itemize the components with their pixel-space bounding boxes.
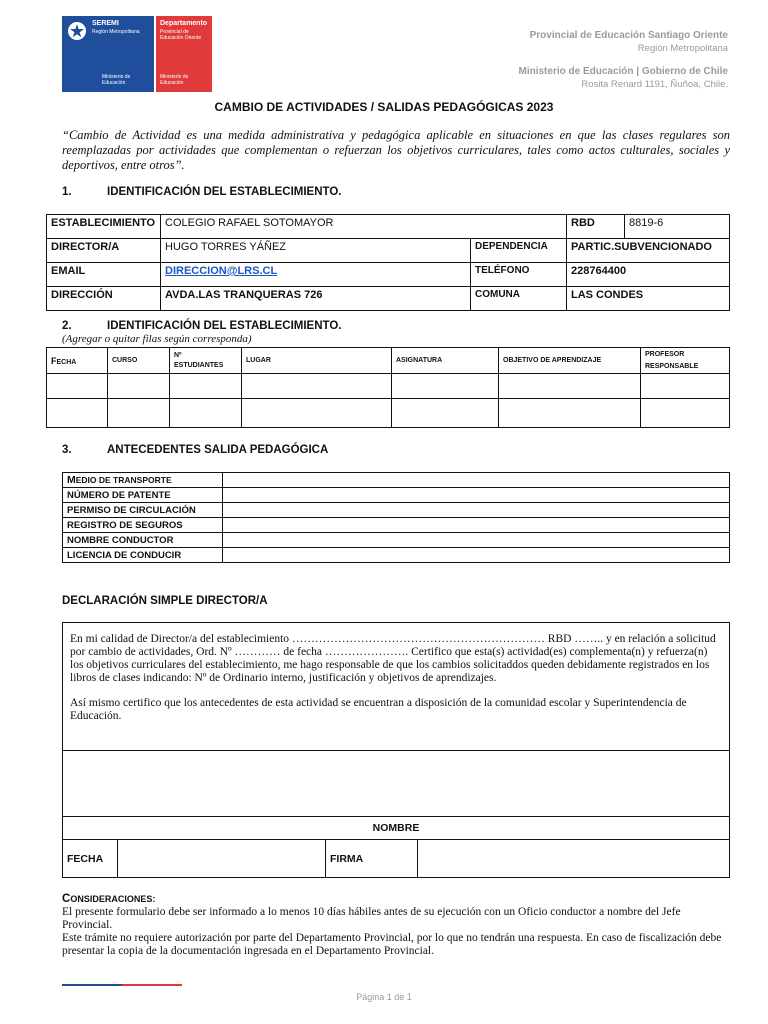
- firma-field[interactable]: [418, 840, 730, 878]
- header-line4: Rosita Renard 1191, Ñuñoa, Chile.: [581, 79, 728, 90]
- transport-table: [62, 472, 730, 563]
- establecimiento-value: COLEGIO RAFAEL SOTOMAYOR: [161, 215, 567, 239]
- table-row: [47, 399, 730, 428]
- cell-estudiantes-1[interactable]: [170, 374, 242, 399]
- table-row: [63, 503, 730, 518]
- cell-profesor-2[interactable]: [641, 399, 730, 428]
- licencia-label: LICENCIA DE CONDUCIR: [63, 548, 223, 563]
- depto-logo: [156, 16, 212, 92]
- comuna-label: COMUNA: [471, 287, 567, 311]
- fecha-label: FECHA: [63, 840, 118, 878]
- seremi-logo: [62, 16, 154, 92]
- cell-profesor-1[interactable]: [641, 374, 730, 399]
- cell-curso-1[interactable]: [108, 374, 170, 399]
- depto-ministry: Ministerio de Educación: [160, 74, 189, 86]
- col-estudiantes: Nº ESTUDIANTES: [170, 348, 242, 374]
- consideraciones-title: CONSIDERACIONES:: [62, 893, 156, 905]
- cell-estudiantes-2[interactable]: [170, 399, 242, 428]
- cell-curso-2[interactable]: [108, 399, 170, 428]
- section3-number: 3.: [62, 444, 72, 456]
- cell-asignatura-2[interactable]: [392, 399, 499, 428]
- col-objetivo: OBJETIVO DE APRENDIZAJE: [499, 348, 641, 374]
- section1-title: IDENTIFICACIÓN DEL ESTABLECIMIENTO.: [107, 186, 342, 198]
- activities-table: [46, 347, 730, 428]
- telefono-label: TELÉFONO: [471, 263, 567, 287]
- col-fecha: FECHA: [47, 348, 108, 374]
- cell-lugar-1[interactable]: [242, 374, 392, 399]
- footer-bar-blue: [62, 984, 122, 986]
- seguros-value[interactable]: [223, 518, 730, 533]
- dependencia-label: DEPENDENCIA: [471, 239, 567, 263]
- cell-lugar-2[interactable]: [242, 399, 392, 428]
- declaracion-table: [62, 622, 730, 878]
- seremi-ministry: Ministerio de Educación: [102, 74, 131, 86]
- transporte-value[interactable]: [223, 473, 730, 488]
- consideraciones-paragraph-2: Este trámite no requiere autorización por parte del Departamento Provincial, por lo que no tendrán una respuesta. En caso de fiscalización debe presentar la copia de la documentación ingresada en el Departamento Provincial.: [62, 932, 722, 957]
- intro-quote: “Cambio de Actividad es una medida administrativa y pedagógica aplicable en situaciones en que las clases regulares son reemplazadas por actividades que complementan o refuerzan los objetivos curriculares, tales como actos culturales, sociales y deportivos, entre otros”.: [62, 128, 730, 172]
- email-label: EMAIL: [47, 263, 161, 287]
- depto-subtitle: Provincial de Educación Oriente: [160, 29, 202, 41]
- section2-title: IDENTIFICACIÓN DEL ESTABLECIMIENTO.: [107, 320, 342, 332]
- header-line2: Región Metropolitana: [637, 43, 728, 54]
- firma-label: FIRMA: [326, 840, 418, 878]
- director-value: HUGO TORRES YÁÑEZ: [161, 239, 471, 263]
- declaracion-paragraph-2: Así mismo certifico que los antecedentes de esta actividad se encuentran a disposición de la comunidad escolar y Superintendencia de Educación.: [70, 697, 687, 722]
- declaracion-paragraph-1: En mi calidad de Director/a del establecimiento ………………………………………………………… RBD …….. y en relación a solicitud por cambio de actividades, Ord. Nº ………… de fecha …………………. Certifico que esta(s) actividad(es) complementa(n) y refuerza(n) los objetivos curriculares del establecimiento, me hago responsable de que los cambios solicitaddos queden debidamente registrados en los libros de clases indicando: Nº de Ordinario interno, justificación y objetivos de aprendizajes.: [70, 633, 716, 684]
- section2-number: 2.: [62, 320, 72, 332]
- conductor-label: NOMBRE CONDUCTOR: [63, 533, 223, 548]
- section2-note: (Agregar o quitar filas según corresponda): [62, 333, 252, 345]
- section1-number: 1.: [62, 186, 72, 198]
- seremi-title: SEREMI: [92, 20, 119, 27]
- direccion-value: AVDA.LAS TRANQUERAS 726: [161, 287, 471, 311]
- section1-heading: [62, 186, 341, 198]
- telefono-value: 228764400: [567, 263, 730, 287]
- header-line3: Ministerio de Educación | Gobierno de Chile: [518, 66, 728, 77]
- permiso-value[interactable]: [223, 503, 730, 518]
- cell-fecha-2[interactable]: [47, 399, 108, 428]
- licencia-value[interactable]: [223, 548, 730, 563]
- header-line1: Provincial de Educación Santiago Oriente: [529, 30, 728, 41]
- seguros-label: REGISTRO DE SEGUROS: [63, 518, 223, 533]
- nombre-label: NOMBRE: [63, 817, 730, 840]
- page-title: CAMBIO DE ACTIVIDADES / SALIDAS PEDAGÓGICAS 2023: [214, 100, 554, 114]
- signature-area[interactable]: [63, 751, 730, 817]
- establecimiento-label: ESTABLECIMIENTO: [47, 215, 161, 239]
- table-row: [63, 518, 730, 533]
- email-link[interactable]: DIRECCION@LRS.CL: [165, 265, 278, 277]
- cell-fecha-1[interactable]: [47, 374, 108, 399]
- consideraciones-block: [62, 893, 732, 958]
- rbd-label: RBD: [567, 215, 625, 239]
- rbd-value: 8819-6: [625, 215, 730, 239]
- permiso-label: PERMISO DE CIRCULACIÓN: [63, 503, 223, 518]
- table-row: [63, 473, 730, 488]
- table-row: [63, 488, 730, 503]
- declaracion-text-cell: [63, 623, 730, 751]
- col-asignatura: ASIGNATURA: [392, 348, 499, 374]
- direccion-label: DIRECCIÓN: [47, 287, 161, 311]
- table-row: [63, 533, 730, 548]
- section3-title: ANTECEDENTES SALIDA PEDAGÓGICA: [107, 444, 329, 456]
- col-profesor: PROFESOR RESPONSABLE: [641, 348, 730, 374]
- cell-objetivo-2[interactable]: [499, 399, 641, 428]
- fecha-field[interactable]: [118, 840, 326, 878]
- transporte-label-text: EDIO DE TRANSPORTE: [75, 475, 172, 485]
- section2-heading: [62, 320, 341, 332]
- col-lugar: LUGAR: [242, 348, 392, 374]
- col-curso: CURSO: [108, 348, 170, 374]
- dependencia-value: PARTIC.SUBVENCIONADO: [567, 239, 730, 263]
- declaracion-title: DECLARACIÓN SIMPLE DIRECTOR/A: [62, 595, 268, 607]
- table-row: [63, 548, 730, 563]
- transporte-label: MEDIO DE TRANSPORTE: [63, 473, 223, 488]
- seremi-subtitle: Región Metropolitana: [92, 29, 140, 35]
- chile-crest-icon: [66, 20, 88, 42]
- consideraciones-paragraph-1: El presente formulario debe ser informado a lo menos 10 días hábiles antes de su ejecución con un Oficio conductor a nombre del Jefe Provincial.: [62, 906, 681, 931]
- patente-label: NÚMERO DE PATENTE: [63, 488, 223, 503]
- establishment-table: [46, 214, 730, 311]
- director-label: DIRECTOR/A: [47, 239, 161, 263]
- table-row: [47, 374, 730, 399]
- comuna-value: LAS CONDES: [567, 287, 730, 311]
- page-number: Página 1 de 1: [356, 992, 412, 1002]
- cell-objetivo-1[interactable]: [499, 374, 641, 399]
- consideraciones-title-text: ONSIDERACIONES:: [70, 894, 156, 904]
- footer-bar-red: [122, 984, 182, 986]
- section3-heading: [62, 444, 328, 456]
- cell-asignatura-1[interactable]: [392, 374, 499, 399]
- depto-title: Departamento: [160, 20, 208, 27]
- patente-value[interactable]: [223, 488, 730, 503]
- conductor-value[interactable]: [223, 533, 730, 548]
